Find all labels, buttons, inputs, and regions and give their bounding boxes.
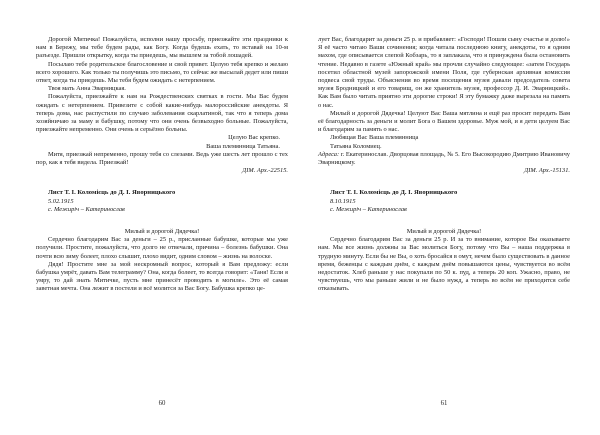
- signature-line: Ваша племянница Татьяна.: [206, 142, 280, 150]
- paragraph: Пожалуйста, приезжайте к нам на Рождественских святках в гости. Мы Вас будем ожидать с нетерпением. Привезите с собой какие-нибудь малороссийские анекдоты. Я теперь дома, нас распустили по случаю заболевания скарлатиной, так что я теперь дома хозяйничаю за маму и бабушку, потому что они очень безвыходно больные. Пожалуйста, приезжайте непременно. Они очень и серьёзно больны.: [36, 93, 288, 134]
- letter-route: с. Межиріч – Катеринослав: [330, 205, 407, 213]
- address-label: Адреса:: [318, 150, 340, 158]
- page-number: 60: [158, 400, 166, 407]
- closing-line: Любящая Вас Ваша племянница: [330, 134, 419, 142]
- paragraph: Дорогой Митичка! Пожалуйста, исполни нашу просьбу, приезжайте эти праздники к нам в Бережу, мы тебе будем рады, как Богу. Когда будешь ехать, то вставай на 10-м разъезде. Пришли открытку, когда ты приедешь, мы вышлем за тобой лошадей.: [36, 36, 288, 60]
- salutation: Милый и дорогой Дядечка!: [406, 228, 482, 236]
- letter-date: 8.10.1915: [330, 197, 356, 205]
- signature-line: Татьяна Коломиец.: [330, 142, 382, 150]
- letter-heading: Лист Т. І. Коломієць до Д. І. Яворницького: [48, 189, 176, 197]
- paragraph: Сердечно благодарим Вас за деньги 25 р. И за то внимание, которое Вы оказываете нам. Мы все жизнь должны за Вас молиться Богу, потому что Вы – наша поддержка в трудную минуту. Если бы не Вы, о хоть бросайся в омут, нечем было существовать в данное время, беженцы с каждым днём, с каждым днём повышаются цены, чувствуется во всём недостаток. Хлеб раньше у нас покупали по 50 к. пуд, а теперь 20 коп. Ужасно, право, не чувствуешь, что мы раньше жили и не было нужд, а теперь во всём не приходится себе отказывать.: [318, 236, 570, 293]
- archive-reference: ДІМ. Арх.-15131.: [524, 167, 570, 175]
- letter-heading: Лист Т. І. Коломієць до Д. І. Яворницького: [330, 189, 458, 197]
- archive-reference: ДІМ. Арх.-22515.: [242, 167, 288, 175]
- letter-route: с. Межиріч – Катеринослав: [48, 205, 125, 213]
- closing-line: Целую Вас крепко.: [228, 134, 280, 142]
- right-page: [318, 36, 570, 426]
- page-number: 61: [440, 400, 448, 407]
- paragraph: лует Вас, благодарит за деньги 25 р. и прибавляет: «Господи! Пошли сыну счастье и долю!» Я её часто читаю Ваши сочинения; когда читала последнюю книгу, анекдоты, то я одним махом, где описывается слепой Кобзарь, то я заплакала, что я принуждена была остановить чтение. Недавно в газете «Южный край» мы прочли случайно следующее: «затем Государь посетил областной музей запорожской имени Поля, где губернская архивная комиссия подвеса свой труды. Объяснения во время посещения музея давали председатель совета музея Бродницкий и его товарищ, он же хранитель музея, профессор Д. И. Эварницкий». Как Вам было читать приятно эти дорогие строки! Я эту бумажку даже вырезала на память о нас.: [318, 36, 570, 109]
- paragraph: Посылаю тебе родительское благословение и свой привет. Целую тебя крепко и желаю всего хорошего. Как только ты получишь это письмо, то сейчас же высылай дедет или пиши ответ, когда ты приедешь. Мы тебя будем ожидать с нетерпением.: [36, 60, 288, 85]
- paragraph: Сердечно благодарим Вас за деньги – 25 р., присланные бабушке, которые мы уже получили. Простите, пожалуйста, что долго не отвечали, причина – болезнь бабушки. Она почти всю зиму болеет, плохо слышит, плохо видит, одним словом – жизнь на волоске.: [36, 236, 288, 260]
- address-line: [318, 151, 570, 167]
- letter-date: 5.02.1915: [48, 197, 74, 205]
- address-text: г. Екатеринослав. Дворцовая площадь, № 5. Его Высокородию Дмитрию Ивановичу Эварницкому.: [318, 150, 570, 167]
- paragraph: Митя, приезжай непременно, прошу тебя со слезами. Ведь уже шесть лет прошло с тех пор, как я тебя видела. Приезжай!: [36, 150, 288, 167]
- left-page: [36, 36, 288, 426]
- paragraph: Дядя! Простите мне за мой нескромный вопрос, который я Вам предложу: если бабушка умрёт, давать Вам телеграмму? Она, когда болеет, то всегда говорит: «Таня! Если я умру, то дай знать Митичке, пусть мне принесёт проводить в могиле». Это её самая заветная мечта. Она лежит в постели и всё молится за Вас Богу. Бабушка крепко це-: [36, 260, 288, 293]
- signature-line: Твоя мать Анна Эварницкая.: [48, 85, 126, 93]
- paragraph: Милый и дорогой Дядечка! Целуют Вас Ваша мятлина и ещё раз просит передать Вам её благодарность за деньги и молит Бога о Вашем здоровье. Муж мой, и я дети целуем Вас и благодарим за память о нас.: [318, 109, 570, 134]
- salutation: Милый и дорогой Дядечка!: [124, 228, 200, 236]
